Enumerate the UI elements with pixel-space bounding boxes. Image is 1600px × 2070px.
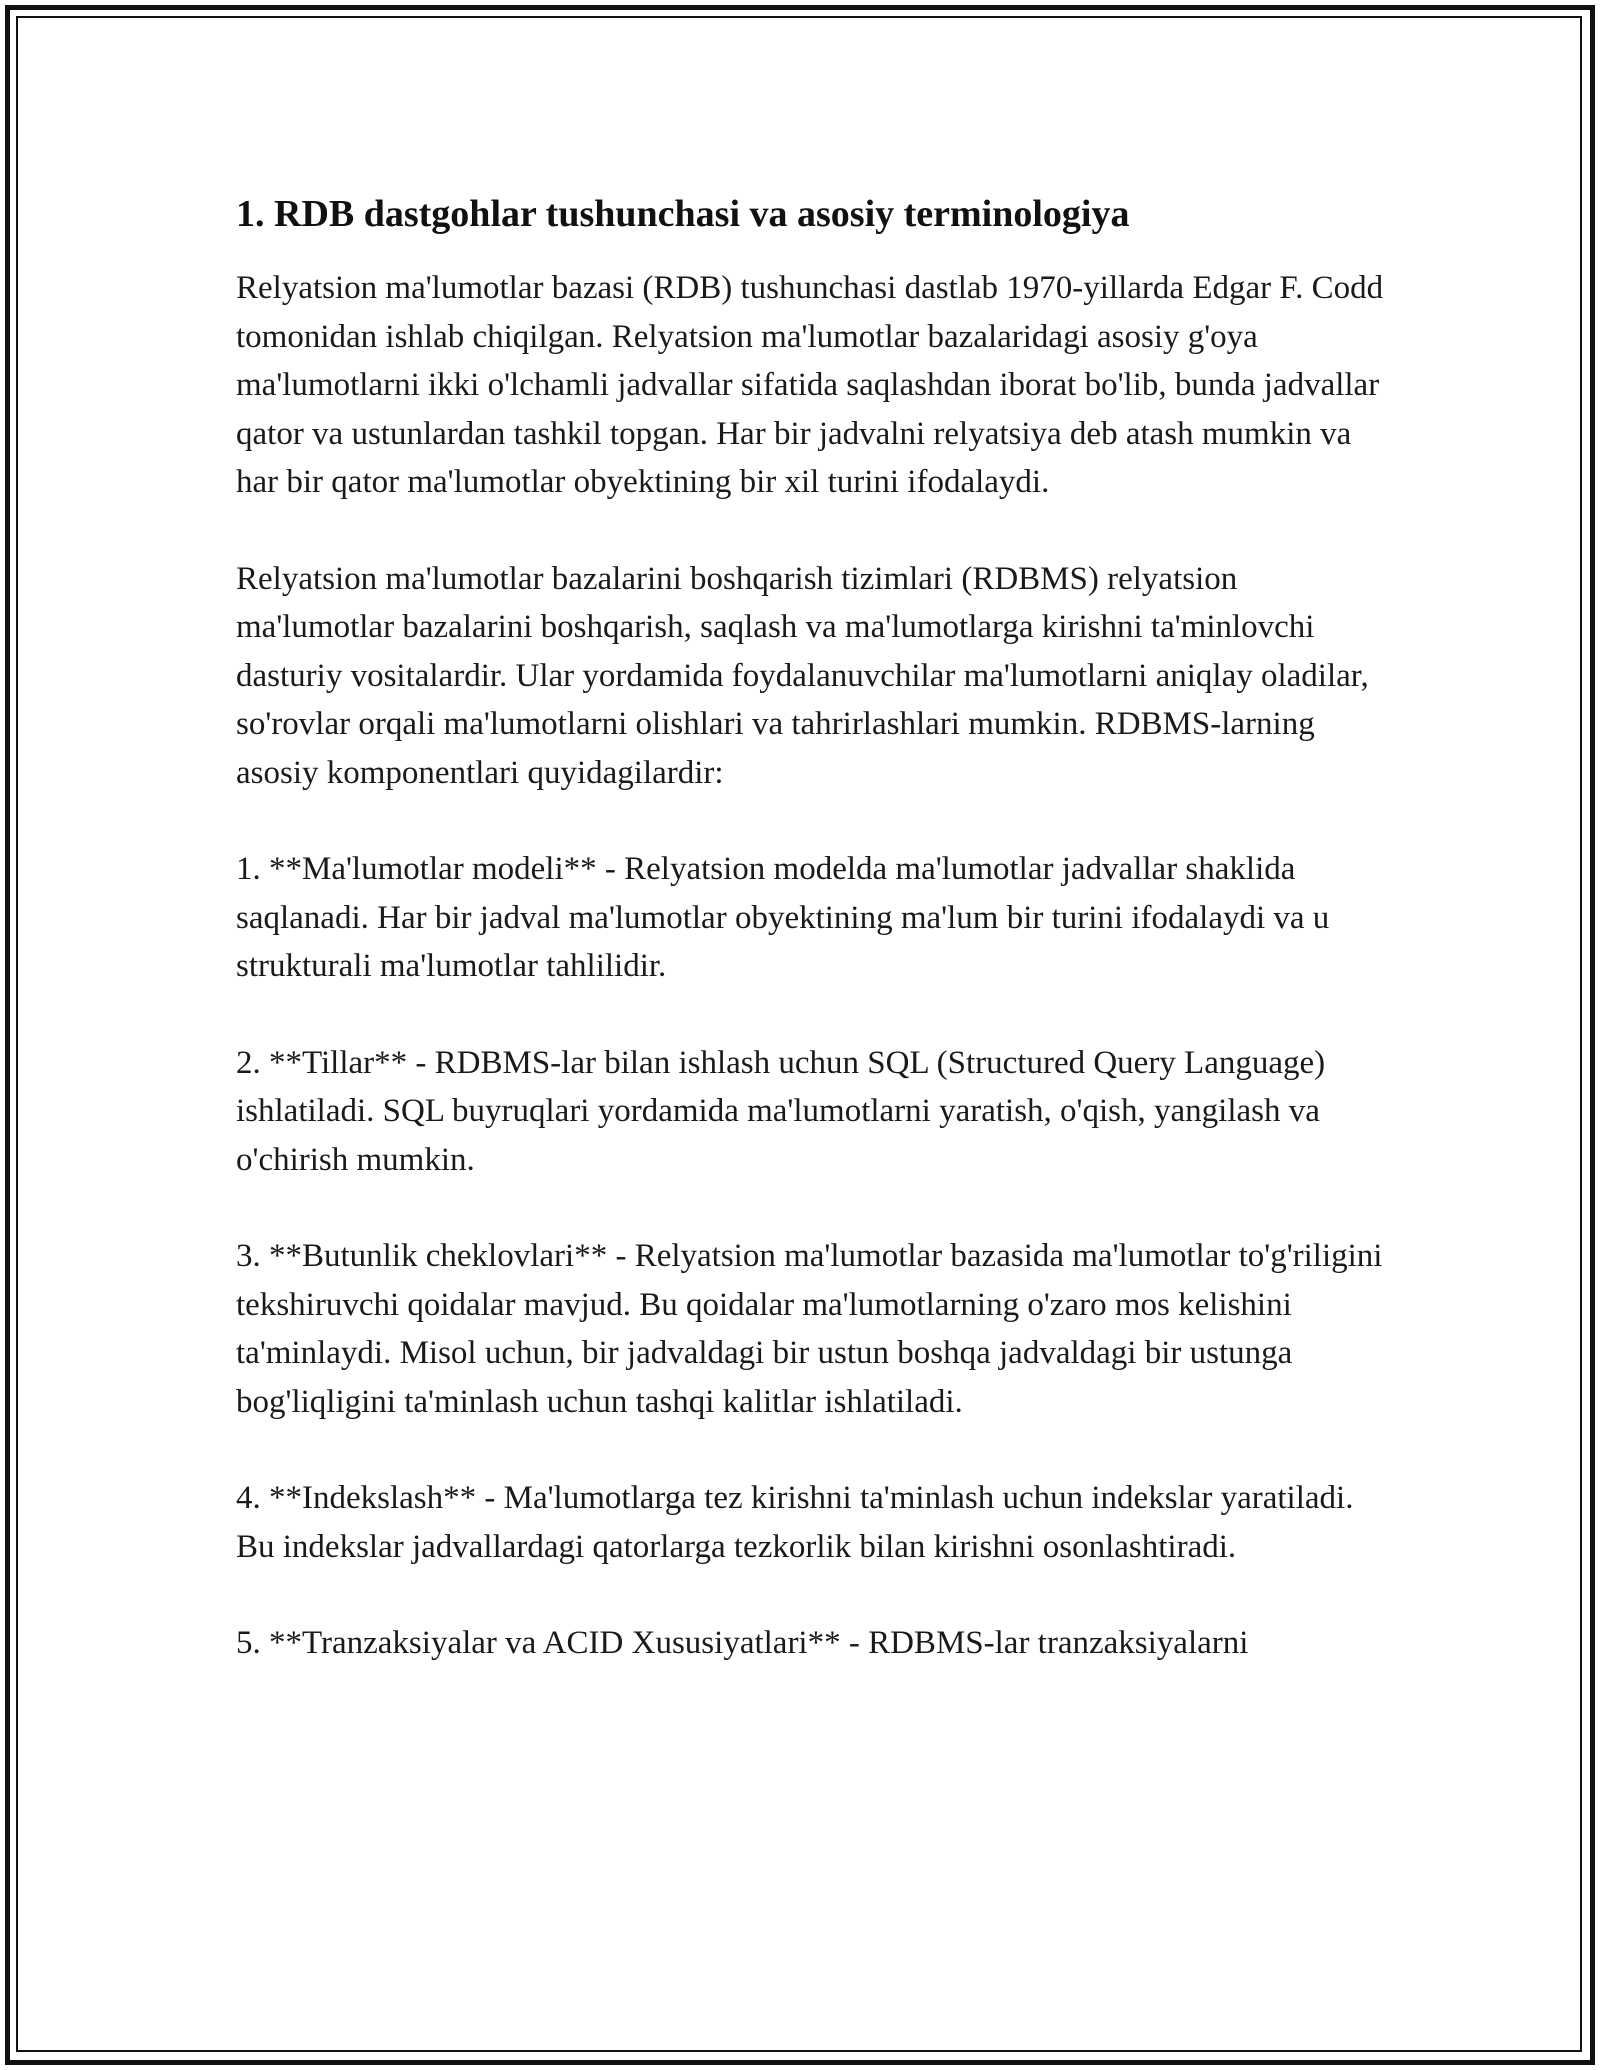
list-item-integrity-constraints: 3. **Butunlik cheklovlari** - Relyatsion ma'lumotlar bazasida ma'lumotlar to'g'riligini tekshiruvchi qoidalar mavjud. Bu qoidalar ma'lumotlarning o'zaro mos kelishini ta'minlaydi. Misol uchun, bir jadvaldagi bir ustun boshqa jadvaldagi bir ustunga bog'liqligini ta'minlash uchun tashqi kalitlar ishlatiladi.: [236, 1238, 1383, 1420]
list-item-transactions: 5. **Tranzaksiyalar va ACID Xususiyatlari** - RDBMS-lar tranzaksiyalarni: [236, 1625, 1249, 1661]
paragraph-rdb-intro: Relyatsion ma'lumotlar bazasi (RDB) tushunchasi dastlab 1970-yillarda Edgar F. Codd tomonidan ishlab chiqilgan. Relyatsion ma'lumotlar bazalaridagi asosiy g'oya ma'lumotlarni ikki o'lchamli jadvallar sifatida saqlashdan iborat bo'lib, bunda jadvallar qator va ustunlardan tashkil topgan. Har bir jadvalni relyatsiya deb atash mumkin va har bir qator ma'lumotlar obyektining bir xil turini ifodalaydi.: [236, 270, 1384, 500]
list-item-indexing: 4. **Indekslash** - Ma'lumotlarga tez kirishni ta'minlash uchun indekslar yaratiladi. Bu indekslar jadvallardagi qatorlarga tezkorlik bilan kirishni osonlashtiradi.: [236, 1480, 1354, 1565]
list-item-languages: 2. **Tillar** - RDBMS-lar bilan ishlash uchun SQL (Structured Query Language) ishlatiladi. SQL buyruqlari yordamida ma'lumotlarni yaratish, o'qish, yangilash va o'chirish mumkin.: [236, 1044, 1326, 1178]
paragraph-rdbms-intro: Relyatsion ma'lumotlar bazalarini boshqarish tizimlari (RDBMS) relyatsion ma'lumotlar bazalarini boshqarish, saqlash va ma'lumotlarga kirishni ta'minlovchi dasturiy vositalardir. Ular yordamida foydalanuvchilar ma'lumotlarni aniqlay oladilar, so'rovlar orqali ma'lumotlarni olishlari va tahrirlashlari mumkin. RDBMS-larning asosiy komponentlari quyidagilardir:: [236, 560, 1369, 791]
section-heading: 1. RDB dastgohlar tushunchasi va asosiy terminologiya: [236, 193, 1130, 235]
document-body: [236, 186, 1386, 1668]
list-item-data-model: 1. **Ma'lumotlar modeli** - Relyatsion modelda ma'lumotlar jadvallar shaklida saqlanadi. Har bir jadval ma'lumotlar obyektining ma'lum bir turini ifodalaydi va u strukturali ma'lumotlar tahlilidir.: [236, 851, 1330, 984]
